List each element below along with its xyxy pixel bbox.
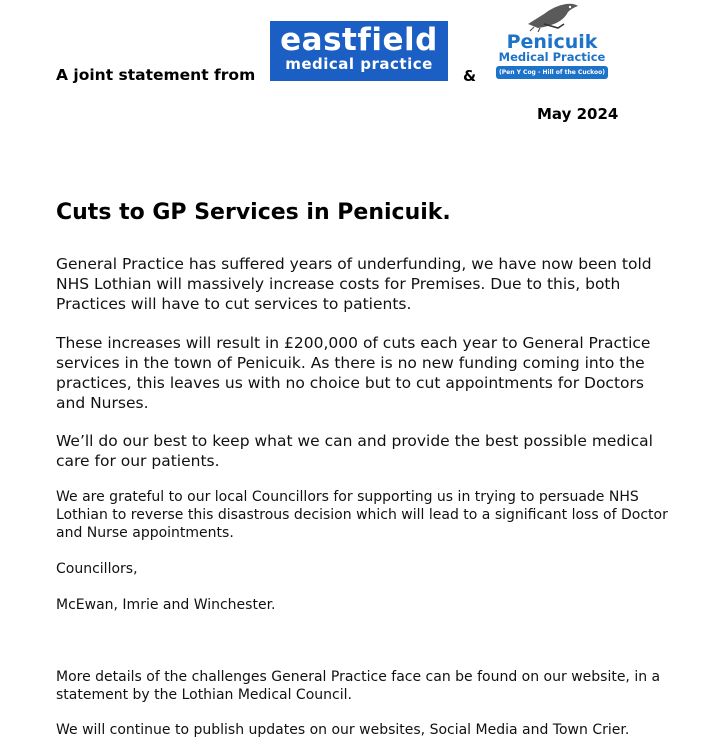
penicuik-logo (492, 0, 612, 82)
paragraph-best-care: We’ll do our best to keep what we can and provide the best possible medical care for our patients. (56, 432, 653, 470)
penicuik-logo-subtitle: Medical Practice (498, 50, 606, 64)
paragraph-cuts: These increases will result in £200,000 of cuts each year to General Practice services in the town of Penicuik. As there is no new funding coming into the practices, this leaves us with no choice but to cut appointments for Doctors and Nurses. (56, 334, 651, 412)
paragraph-underfunding: General Practice has suffered years of underfunding, we have now been told NHS Lothian will massively increase costs for Premises. Due to this, both Practices will have to cut services to patients. (56, 255, 652, 313)
statement-date: May 2024 (537, 105, 619, 123)
paragraph-councillors-thanks: We are grateful to our local Councillors for supporting us in trying to persuade NHS Lothian to reverse this disastrous decision which will lead to a significant loss of Doctor and Nurse appointments. (56, 489, 668, 541)
cuckoo-bird-icon (524, 0, 580, 32)
paragraph-councillor-names: McEwan, Imrie and Winchester. (56, 597, 276, 613)
eastfield-logo-name: eastfield (280, 22, 438, 58)
paragraph-councillors-label: Councillors, (56, 561, 138, 577)
paragraph-more-details: More details of the challenges General Practice face can be found on our website, in a statement by the Lothian Medical Council. (56, 669, 661, 703)
penicuik-logo-tagline: (Pen Y Cog - Hill of the Cuckoo) (496, 66, 608, 79)
eastfield-logo-subtitle: medical practice (285, 55, 433, 73)
joint-statement-label: A joint statement from (56, 66, 256, 84)
eastfield-logo (270, 21, 448, 81)
ampersand: & (463, 67, 477, 85)
penicuik-logo-name: Penicuik (506, 31, 598, 53)
paragraph-updates: We will continue to publish updates on our websites, Social Media and Town Crier. (56, 722, 630, 738)
page-title: Cuts to GP Services in Penicuik. (56, 200, 451, 225)
